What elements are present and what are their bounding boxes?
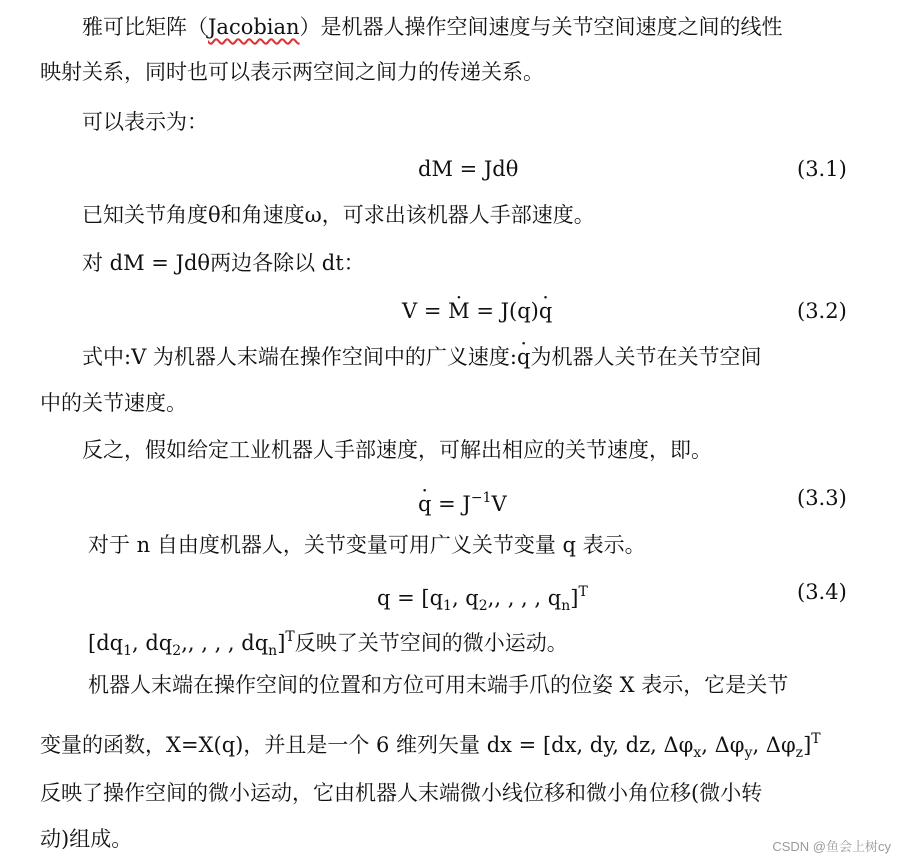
equation-body: [418, 483, 507, 519]
paragraph-jacobian-line1: [0, 12, 899, 42]
text: , q: [451, 586, 479, 610]
text: q = [q: [377, 586, 444, 610]
subscript: 2: [478, 598, 488, 614]
subscript: 1: [443, 598, 452, 614]
paragraph-express: 可以表示为：: [82, 110, 208, 134]
text: 雅可比矩阵（: [82, 15, 208, 39]
spellcheck-word: Jacobian: [208, 15, 300, 39]
dot-symbol: q ·: [539, 296, 552, 326]
text: 反映了关节空间的微小运动。: [294, 631, 568, 655]
subscript: 1: [123, 643, 133, 659]
text: = J: [431, 492, 471, 516]
paragraph-where-line2: 中的关节速度。: [40, 391, 187, 415]
paragraph-divide: 对 dM = Jdθ两边各除以 dt：: [82, 251, 365, 275]
paragraph-known: 已知关节角度θ和角速度ω，可求出该机器人手部速度。: [82, 203, 595, 227]
paragraph-n-dof: 对于 n 自由度机器人，关节变量可用广义关节变量 q 表示。: [88, 533, 646, 557]
superscript: −1: [470, 490, 492, 506]
text: , dq: [132, 631, 173, 655]
subscript: x: [693, 745, 702, 761]
equation-body: [402, 296, 552, 326]
equation-number: (3.1): [797, 157, 847, 181]
equation-number: (3.4): [797, 580, 847, 604]
dot-symbol: M ·: [448, 296, 470, 326]
text: , Δφ: [701, 733, 745, 757]
paragraph-pose-line3: 反映了操作空间的微小运动，它由机器人末端微小线位移和微小角位移(微小转: [40, 781, 763, 805]
paragraph-pose-line2: [0, 724, 899, 768]
paragraph-dq: [0, 622, 899, 666]
text: ,, , , , dq: [181, 631, 269, 655]
equation-body: [377, 577, 588, 621]
dot-symbol: q ·: [517, 342, 530, 372]
paragraph-conversely: 反之，假如给定工业机器人手部速度，可解出相应的关节速度，即。: [82, 438, 712, 462]
paragraph-pose-line4: 动)组成。: [40, 827, 133, 851]
text: ]: [570, 586, 579, 610]
subscript: 2: [172, 643, 182, 659]
text: ]: [277, 631, 286, 655]
paragraph-where-line1: [0, 342, 899, 372]
paragraph-jacobian-line2: 映射关系，同时也可以表示两空间之间力的传递关系。: [40, 60, 544, 84]
text: V: [491, 492, 507, 516]
text: 变量的函数，X=X(q)，并且是一个 6 维列矢量 dx = [dx, dy, dz, Δφ: [40, 733, 694, 757]
superscript: T: [811, 731, 821, 747]
text: , Δφ: [752, 733, 796, 757]
paragraph-pose-line1: 机器人末端在操作空间的位置和方位可用末端手爪的位姿 X 表示，它是关节: [88, 673, 789, 697]
equation-number: (3.3): [797, 486, 847, 510]
text: = J(q): [469, 299, 539, 323]
equation-body: dM = Jdθ: [418, 157, 519, 181]
text: ]: [803, 733, 812, 757]
text: V =: [402, 299, 449, 323]
text: ,, , , , q: [487, 586, 562, 610]
text: ）是机器人操作空间速度与关节空间速度之间的线性: [299, 15, 783, 39]
subscript: z: [795, 745, 804, 761]
watermark: CSDN @鱼会上树cy: [772, 839, 891, 854]
superscript: T: [578, 584, 588, 600]
subscript: n: [268, 643, 278, 659]
text: 为机器人关节在关节空间: [530, 345, 762, 369]
equation-number: (3.2): [797, 299, 847, 323]
subscript: y: [744, 745, 753, 761]
text: [dq: [88, 631, 124, 655]
superscript: T: [285, 629, 295, 645]
text: 式中:V 为机器人末端在操作空间中的广义速度:: [82, 345, 517, 369]
subscript: n: [561, 598, 571, 614]
dot-symbol: q ·: [418, 489, 431, 519]
